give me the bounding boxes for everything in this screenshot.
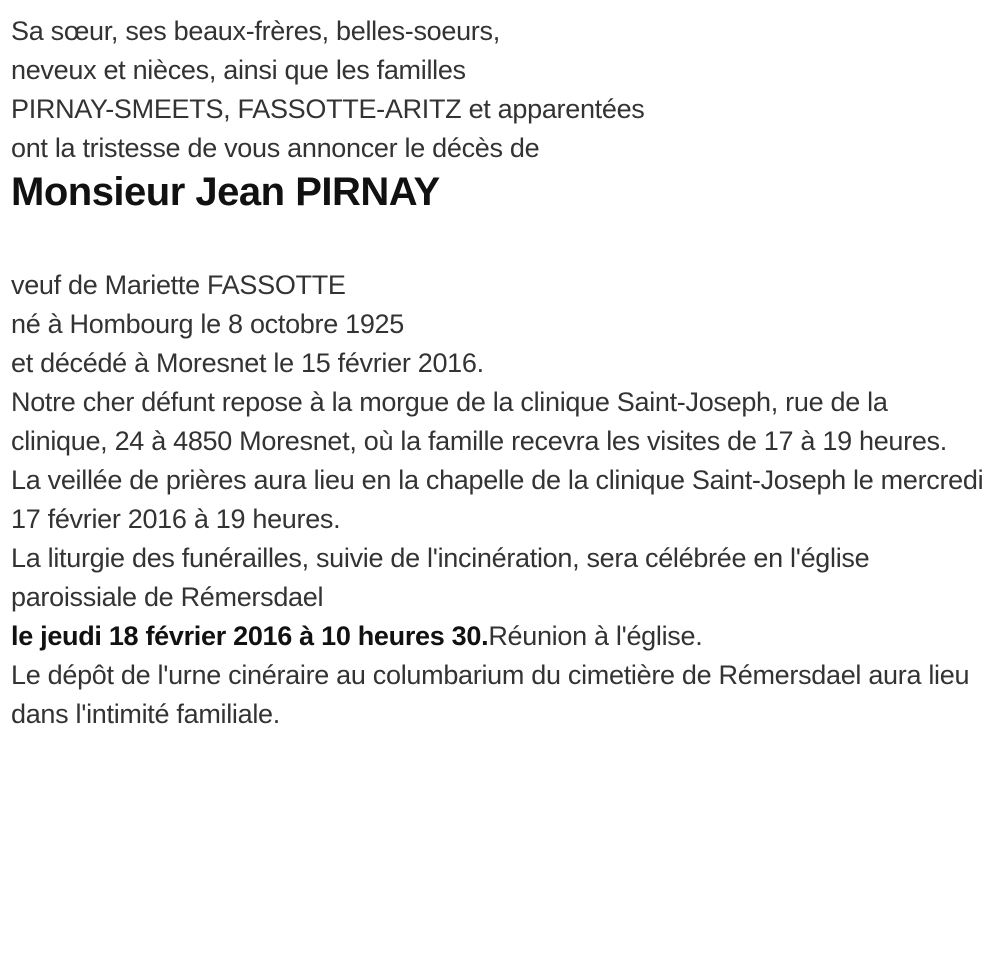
marital-status-line: veuf de Mariette FASSOTTE [11,270,346,300]
funeral-datetime-line [11,617,990,656]
funeral-meeting-text: Réunion à l'église. [488,621,703,651]
birth-line: né à Hombourg le 8 octobre 1925 [11,309,404,339]
family-line-1: Sa sœur, ses beaux-frères, belles-soeurs, [11,16,500,46]
liturgy-paragraph: La liturgie des funérailles, suivie de l'incinération, sera célébrée en l'église paroissiale de Rémersdael [11,543,870,612]
family-relations-block [11,12,990,129]
deceased-name-heading: Monsieur Jean PIRNAY [11,170,440,214]
family-line-3: PIRNAY-SMEETS, FASSOTTE-ARITZ et apparentées [11,94,645,124]
funeral-datetime-bold: le jeudi 18 février 2016 à 10 heures 30. [11,621,489,651]
columbarium-paragraph: Le dépôt de l'urne cinéraire au columbarium du cimetière de Rémersdael aura lieu dans l'intimité familiale. [11,660,970,729]
announcement-line: ont la tristesse de vous annoncer le décès de [11,133,540,163]
repose-paragraph: Notre cher défunt repose à la morgue de la clinique Saint-Joseph, rue de la clinique, 24 à 4850 Moresnet, où la famille recevra les visites de 17 à 19 heures. [11,387,947,456]
family-line-2: neveux et nièces, ainsi que les familles [11,55,466,85]
vigil-paragraph: La veillée de prières aura lieu en la chapelle de la clinique Saint-Joseph le mercredi 17 février 2016 à 19 heures. [11,465,984,534]
death-line: et décédé à Moresnet le 15 février 2016. [11,348,484,378]
